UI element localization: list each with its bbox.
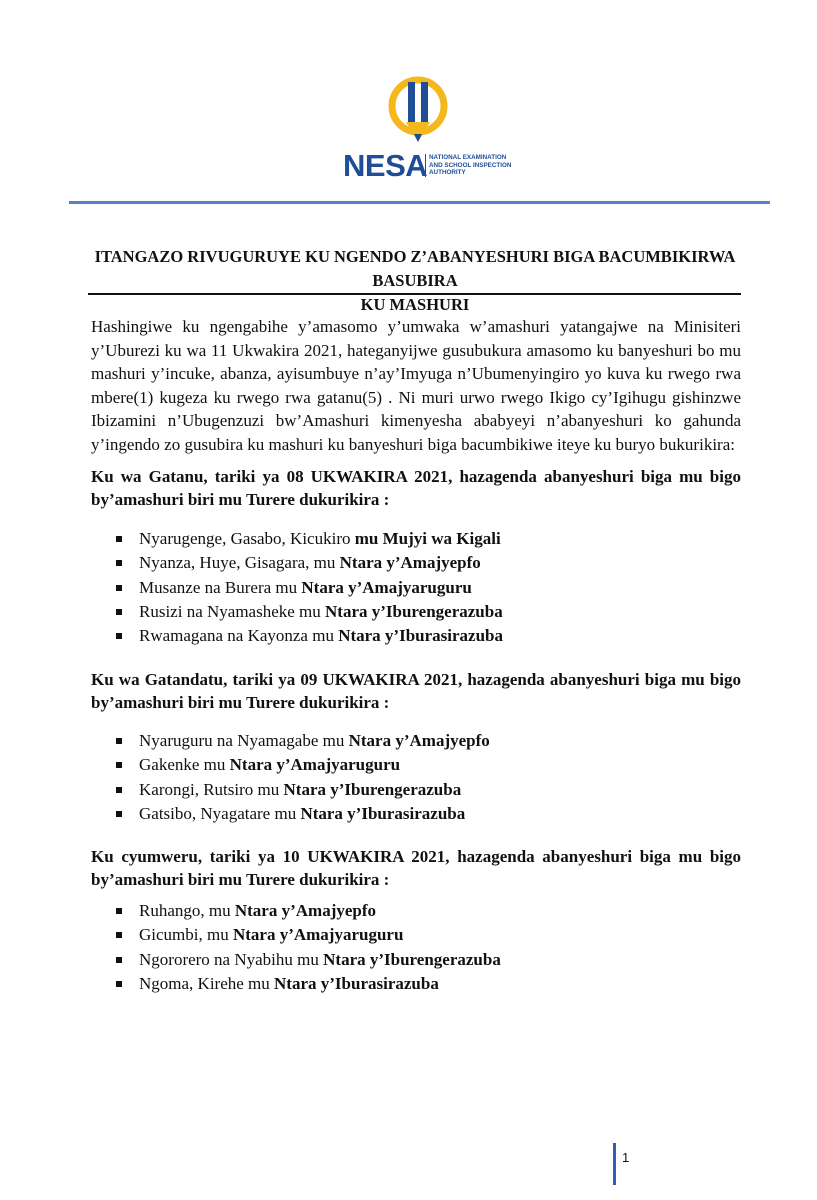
list-item: Ngororero na Nyabihu mu Ntara y’Iburengerazuba [112,948,501,972]
list-item: Musanze na Burera mu Ntara y’Amajyaruguru [112,576,503,600]
list-item: Nyaruguru na Nyamagabe mu Ntara y’Amajyepfo [112,729,490,753]
title-line: KU MASHURI [360,295,470,314]
logo-subtitle-line: AND SCHOOL INSPECTION [429,161,512,169]
list-item: Ngoma, Kirehe mu Ntara y’Iburasirazuba [112,972,501,996]
logo-subtitle-line: NATIONAL EXAMINATION [429,154,507,161]
pencil-bulb-icon [388,76,448,150]
list-item: Gakenke mu Ntara y’Amajyaruguru [112,753,490,777]
logo-subtitle-line: AUTHORITY [429,169,466,176]
list-item: Ruhango, mu Ntara y’Amajyepfo [112,899,501,923]
district-list [112,729,490,826]
intro-paragraph: Hashingiwe ku ngengabihe y’amasomo y’umwaka w’amashuri yatangajwe na Minisiteri y’Uburezi ku wa 11 Ukwakira 2021, hateganyijwe gusubukura amasomo ku banyeshuri bo mu mashuri y’incuke, abanza, ayisumbuye n’ay’Imyuga n’Ubumenyingiro yo kuva ku rwego rwa mbere(1) kugeza ku rwego rwa gatanu(5) . Ni muri urwo rwego Ikigo cy’Igihugu gishinzwe Ibizamini n’Ubugenzuzi bw’Amashuri kimenyesha ababyeyi n’abanyeshuri ko gahunda y’ingendo zo gusubira ku mashuri ku banyeshuri biga bacumbikiwe iteye ku buryo bukurikira: [91,317,741,454]
list-item: Nyarugenge, Gasabo, Kicukiro mu Mujyi wa Kigali [112,527,503,551]
list-item: Gatsibo, Nyagatare mu Ntara y’Iburasirazuba [112,802,490,826]
district-list [112,527,503,648]
nesa-logo [340,76,520,186]
page-number: 1 [622,1150,630,1165]
logo-wordmark: NESA [343,148,428,183]
title-line: ITANGAZO RIVUGURUYE KU NGENDO Z’ABANYESHURI BIGA BACUMBIKIRWA BASUBIRA [94,247,736,290]
list-item: Gicumbi, mu Ntara y’Amajyaruguru [112,923,501,947]
list-item: Rusizi na Nyamasheke mu Ntara y’Iburengerazuba [112,600,503,624]
footer-bar [613,1143,616,1185]
header-divider [69,201,770,204]
section-heading: Ku wa Gatandatu, tariki ya 09 UKWAKIRA 2021, hazagenda abanyeshuri biga mu bigo by’amashuri biri mu Turere dukurikira : [91,670,741,713]
logo-subtitle [425,154,511,177]
section-heading: Ku cyumweru, tariki ya 10 UKWAKIRA 2021, hazagenda abanyeshuri biga mu bigo by’amashuri biri mu Turere dukurikira : [91,847,741,890]
title-underline [88,293,741,295]
district-list [112,899,501,996]
document-title [90,245,740,317]
list-item: Rwamagana na Kayonza mu Ntara y’Iburasirazuba [112,624,503,648]
section-heading: Ku wa Gatanu, tariki ya 08 UKWAKIRA 2021, hazagenda abanyeshuri biga mu bigo by’amashuri biri mu Turere dukurikira : [91,467,741,510]
list-item: Karongi, Rutsiro mu Ntara y’Iburengerazuba [112,778,490,802]
list-item: Nyanza, Huye, Gisagara, mu Ntara y’Amajyepfo [112,551,503,575]
